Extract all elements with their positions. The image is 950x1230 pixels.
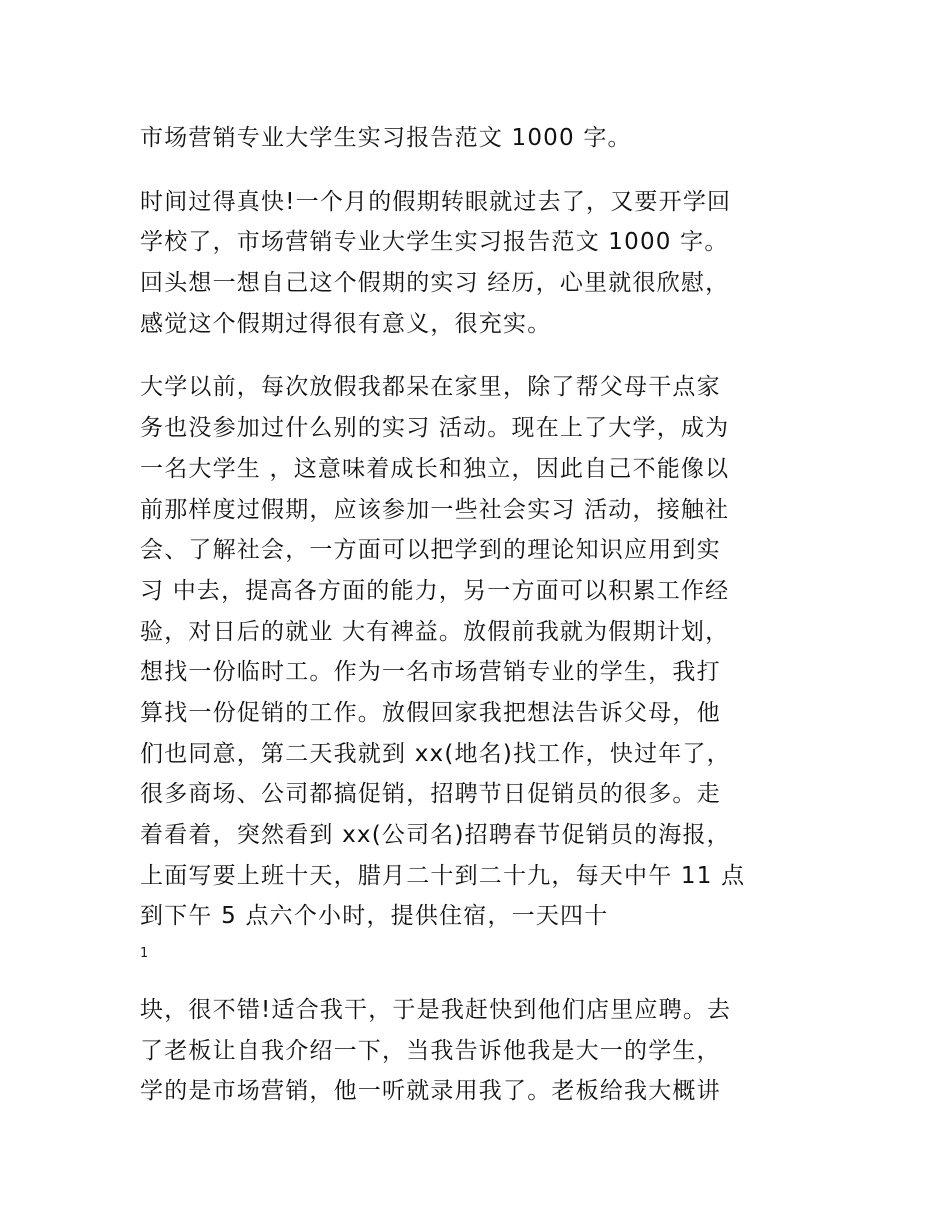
document-title-line — [140, 118, 820, 159]
paragraph-gap — [140, 159, 820, 182]
text-line: 时间过得真快!一个月的假期转眼就过去了，又要开学回 — [140, 188, 732, 215]
text-line: 到下午 5 点六个小时，提供住宿，一天四十 — [140, 903, 609, 930]
document-page-continued — [140, 990, 820, 1112]
text-line: 很多商场、公司都搞促销，招聘节日促销员的很多。走 — [140, 781, 721, 808]
text-line: 了老板让自我介绍一下，当我告诉他我是大一的学生， — [140, 1037, 721, 1064]
text-line: 大学以前，每次放假我都呆在家里，除了帮父母干点家 — [140, 374, 721, 401]
text-line: 块，很不错!适合我干，于是我赶快到他们店里应聘。去 — [140, 997, 732, 1023]
text-line: 务也没参加过什么别的实习 活动。现在上了大学，成为 — [140, 415, 730, 442]
text-line: 市场营销专业大学生实习报告范文 1000 字。 — [140, 125, 632, 151]
text-line: 会、了解社会，一方面可以把学到的理论知识应用到实 — [140, 537, 721, 564]
document-page — [140, 118, 820, 937]
text-line: 学校了，市场营销专业大学生实习报告范文 1000 字。 — [140, 229, 729, 256]
text-line: 着看着，突然看到 xx(公司名)招聘春节促销员的海报， — [140, 822, 731, 848]
text-line: 回头想一想自己这个假期的实习 经历，心里就很欣慰， — [140, 270, 730, 297]
text-line: 算找一份促销的工作。放假回家我把想法告诉父母，他 — [140, 699, 721, 726]
page-number: 1 — [140, 946, 149, 961]
text-line: 验，对日后的就业 大有裨益。放假前我就为假期计划， — [140, 618, 730, 645]
paragraph-2 — [140, 367, 820, 937]
paragraph-3 — [140, 990, 820, 1112]
text-line: 们也同意，第二天我就到 xx(地名)找工作，快过年了， — [140, 740, 731, 767]
text-line: 感觉这个假期过得很有意义，很充实。 — [140, 310, 552, 337]
text-line: 想找一份临时工。作为一名市场营销专业的学生，我打 — [140, 659, 721, 686]
paragraph-gap — [140, 344, 820, 367]
text-line: 学的是市场营销，他一听就录用我了。老板给我大概讲 — [140, 1078, 721, 1105]
text-line: 前那样度过假期，应该参加一些社会实习 活动，接触社 — [140, 496, 730, 523]
text-line: 习 中去，提高各方面的能力，另一方面可以积累工作经 — [140, 577, 730, 604]
text-line: 一名大学生 ，这意味着成长和独立，因此自己不能像以 — [140, 455, 730, 482]
paragraph-1 — [140, 182, 820, 345]
text-line: 上面写要上班十天，腊月二十到二十九，每天中午 11 点 — [140, 862, 746, 889]
